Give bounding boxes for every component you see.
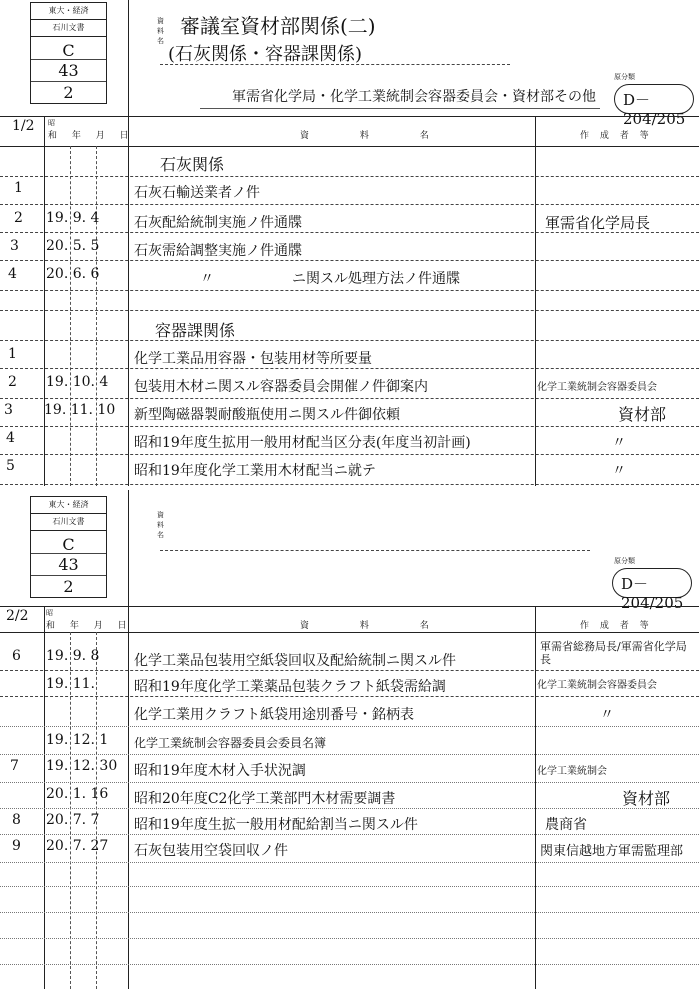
row-author: 〃: [612, 435, 626, 451]
row-title: 化学工業統制会容器委員会委員名簿: [134, 736, 327, 750]
row-title: 石灰需給調整実施ノ件通牒: [134, 243, 302, 259]
row-author: 〃: [600, 707, 614, 723]
row-title: 化学工業用クラフト紙袋用途別番号・銘柄表: [134, 707, 414, 723]
row-date: 20. 6. 6: [46, 266, 100, 282]
row-date: 19. 9. 4: [46, 210, 100, 226]
row-title: 石灰石輸送業者ノ件: [134, 185, 260, 201]
bunrui-oval: [614, 84, 694, 128]
date-header-2: 和 年 月 日: [46, 621, 133, 631]
row-number: 3: [4, 402, 13, 418]
row-title: 昭和19年度化学工業用木材配当ニ就テ: [134, 463, 376, 479]
row-date: 19. 9. 8: [46, 648, 100, 664]
page-indicator: 1/2: [12, 118, 35, 134]
shiryo-mark-2: 資料名: [157, 511, 164, 539]
date-header: 和 年 月 日: [48, 131, 135, 141]
section-title-container: 容器課関係: [155, 321, 236, 340]
row-number: 9: [12, 838, 21, 854]
archive-label-line2: 石川文書: [31, 514, 106, 531]
sho-label-2: 昭: [46, 609, 53, 617]
page-indicator-2: 2/2: [6, 608, 29, 624]
row-date: 19. 10. 4: [46, 374, 109, 390]
row-date: 19. 11.: [46, 676, 95, 692]
row-author: 軍需省総務局長/軍需省化学局長: [540, 640, 687, 666]
row-number: 2: [8, 374, 17, 390]
archive-label-2: [30, 496, 107, 598]
row-title: 包装用木材ニ関スル容器委員会開催ノ件御案内: [134, 379, 428, 395]
document-subtitle: (石灰関係・容器課関係): [168, 44, 363, 65]
archive-label-num: 43: [58, 555, 79, 574]
row-number: 4: [8, 266, 17, 282]
bunrui-label: 原分類: [614, 73, 635, 81]
row-number: 4: [6, 430, 15, 446]
bunrui-label-2: 原分類: [614, 557, 635, 565]
row-author: 〃: [612, 463, 626, 479]
row-number: 7: [10, 758, 19, 774]
row-date: 20. 7. 7: [46, 812, 100, 828]
archive-label-num: 43: [58, 61, 79, 80]
row-author: 関東信越地方軍需監理部: [540, 844, 684, 859]
row-number: 3: [10, 238, 19, 254]
row-author: 軍需省化学局長: [545, 214, 651, 232]
row-number: 1: [8, 346, 17, 362]
section-title-lime: 石灰関係: [160, 155, 225, 174]
sho-label: 昭: [48, 119, 55, 127]
row-title: 化学工業品包装用空紙袋回収及配給統制ニ関スル件: [134, 653, 456, 669]
row-number: 6: [12, 648, 21, 664]
organizations-line: 軍需省化学局・化学工業統制会容器委員会・資材部その他: [232, 89, 596, 105]
document-title: 審議室資材部関係(二): [180, 14, 376, 38]
row-author: 化学工業統制会: [537, 766, 607, 777]
bunrui-value-2: D－204/205: [621, 575, 684, 612]
row-date: 19. 11. 10: [44, 402, 116, 418]
bunrui-oval-2: [612, 568, 692, 612]
row-author: 農商省: [545, 817, 587, 833]
row-date: 20. 7. 27: [46, 838, 109, 854]
row-ditto: 〃: [200, 271, 214, 287]
row-number: 2: [14, 210, 23, 226]
row-date: 19. 12. 1: [46, 732, 109, 748]
row-title: ニ関スル処理方法ノ件通牒: [292, 271, 460, 287]
archive-label-line2: 石川文書: [31, 20, 106, 37]
row-title: 昭和20年度C2化学工業部門木材需要調書: [134, 791, 396, 807]
bunrui-value: D－204/205: [623, 91, 686, 128]
title-header: 資 料 名: [300, 131, 453, 141]
author-header: 作 成 者 等: [580, 131, 653, 141]
row-date: 20. 1. 16: [46, 786, 109, 802]
row-title: 化学工業品用容器・包装用材等所要量: [134, 351, 372, 367]
row-title: 昭和19年度木材入手状況調: [134, 763, 306, 779]
archive-label-code: C: [62, 535, 75, 554]
archive-label-sub: 2: [63, 83, 74, 102]
row-title: 昭和19年度生拡用一般用材配当区分表(年度当初計画): [134, 435, 471, 451]
archive-label-sub: 2: [63, 577, 74, 596]
row-author: 資材部: [622, 789, 671, 808]
row-title: 石灰包装用空袋回収ノ件: [134, 843, 288, 859]
row-number: 5: [6, 458, 15, 474]
row-number: 8: [12, 812, 21, 828]
archive-label-code: C: [62, 41, 75, 60]
shiryo-mark: 資料名: [157, 17, 164, 45]
author-header-2: 作 成 者 等: [580, 621, 653, 631]
row-number: 1: [14, 180, 23, 196]
row-title: 新型陶磁器製耐酸瓶使用ニ関スル件御依頼: [134, 407, 400, 423]
row-author: 資材部: [618, 405, 667, 424]
row-author: 化学工業統制会容器委員会: [537, 382, 657, 393]
archive-label-line1: 東大・経済: [31, 3, 106, 20]
archive-label-line1: 東大・経済: [31, 497, 106, 514]
row-date: 20. 5. 5: [46, 238, 100, 254]
row-title: 昭和19年度生拡一般用材配給割当ニ関スル件: [134, 817, 418, 833]
title-header-2: 資 料 名: [300, 621, 453, 631]
archive-label: [30, 2, 107, 104]
row-title: 石灰配給統制実施ノ件通牒: [134, 215, 302, 231]
row-title: 昭和19年度化学工業薬品包装クラフト紙袋需給調: [134, 679, 446, 695]
row-date: 19. 12. 30: [46, 758, 118, 774]
row-author: 化学工業統制会容器委員会: [537, 680, 657, 691]
